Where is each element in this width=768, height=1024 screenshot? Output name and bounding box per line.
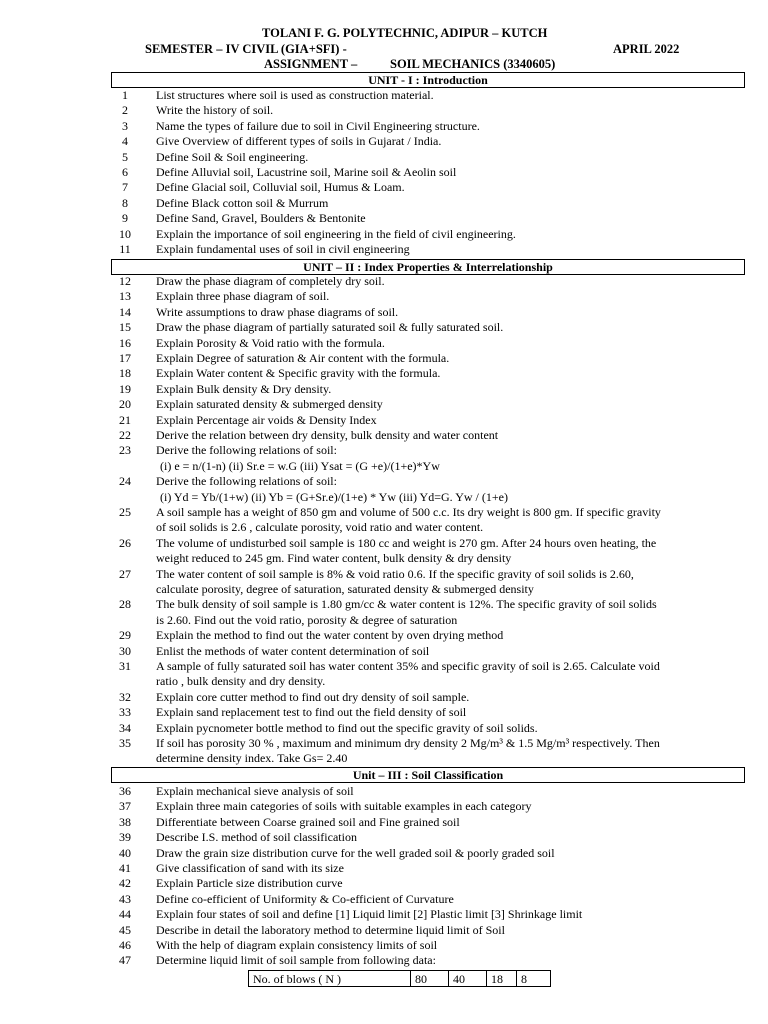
question-number: 29 bbox=[119, 628, 131, 643]
question-text: Derive the following relations of soil: bbox=[156, 474, 337, 489]
question-number: 15 bbox=[119, 320, 131, 335]
question-text: Explain three main categories of soils with suitable examples in each category bbox=[156, 799, 532, 814]
question-text: A sample of fully saturated soil has water content 35% and specific gravity of soil is 2.65. Calculate void bbox=[156, 659, 660, 673]
question-text-continued: is 2.60. Find out the void ratio, porosity & degree of saturation bbox=[156, 612, 458, 627]
question-text: Explain fundamental uses of soil in civil engineering bbox=[156, 242, 410, 256]
question-number: 47 bbox=[119, 953, 131, 968]
question-number: 18 bbox=[119, 366, 131, 381]
question-number: 24 bbox=[119, 474, 131, 489]
question-text: Draw the phase diagram of partially saturated soil & fully saturated soil. bbox=[156, 320, 504, 335]
question-text: Explain the method to find out the water content by oven drying method bbox=[156, 628, 504, 643]
question-number: 27 bbox=[119, 566, 131, 581]
table-row bbox=[249, 971, 551, 987]
question-text-continued: calculate porosity, degree of saturation, saturated density & submerged density bbox=[156, 581, 534, 596]
question-number: 32 bbox=[119, 689, 131, 704]
question-text-continued: weight reduced to 245 gm. Find water content, bulk density & dry density bbox=[156, 551, 512, 566]
question-text: Define Glacial soil, Colluvial soil, Humus & Loam. bbox=[156, 180, 405, 195]
question-number: 9 bbox=[122, 211, 128, 226]
question-text: Draw the grain size distribution curve for the well graded soil & poorly graded soil bbox=[156, 845, 555, 860]
question-number: 5 bbox=[122, 149, 128, 164]
question-text: Explain four states of soil and define [1] Liquid limit [2] Plastic limit [3] Shrinkage limit bbox=[156, 907, 583, 922]
question-text: Explain Particle size distribution curve bbox=[156, 876, 343, 891]
question-text: Enlist the methods of water content determination of soil bbox=[156, 643, 430, 658]
question-number: 11 bbox=[119, 242, 131, 256]
question-text: The volume of undisturbed soil sample is 180 cc and weight is 270 gm. After 24 hours oven heating, the bbox=[156, 535, 657, 550]
question-text-continued: ratio , bulk density and dry density. bbox=[156, 674, 326, 689]
question-text: Define Soil & Soil engineering. bbox=[156, 149, 309, 164]
question-text: Explain Degree of saturation & Air content with the formula. bbox=[156, 351, 450, 365]
question-number: 37 bbox=[119, 799, 131, 814]
question-number: 12 bbox=[119, 274, 131, 288]
question-number: 28 bbox=[119, 597, 131, 612]
question-text: Define Black cotton soil & Murrum bbox=[156, 195, 329, 210]
question-text: Give Overview of different types of soils in Gujarat / India. bbox=[156, 134, 442, 149]
question-text: Describe in detail the laboratory method to determine liquid limit of Soil bbox=[156, 922, 505, 937]
question-text: Derive the relation between dry density, bulk density and water content bbox=[156, 428, 499, 442]
question-number: 31 bbox=[119, 659, 131, 673]
question-text: Name the types of failure due to soil in Civil Engineering structure. bbox=[156, 118, 480, 133]
question-text: Explain core cutter method to find out dry density of soil sample. bbox=[156, 689, 470, 704]
question-number: 22 bbox=[119, 428, 131, 442]
question-text: Write assumptions to draw phase diagrams of soil. bbox=[156, 304, 399, 319]
question-text: Explain Water content & Specific gravity with the formula. bbox=[156, 366, 441, 381]
question-text: Explain sand replacement test to find out the field density of soil bbox=[156, 705, 467, 720]
question-number: 14 bbox=[119, 304, 131, 319]
question-number: 23 bbox=[119, 443, 131, 458]
question-text: The bulk density of soil sample is 1.80 gm/cc & water content is 12%. The specific gravity of soil solids bbox=[156, 597, 657, 612]
question-number: 16 bbox=[119, 335, 131, 350]
subject-title: SOIL MECHANICS (3340605) bbox=[390, 57, 556, 71]
question-text-continued: (i) e = n/(1-n) (ii) Sr.e = w.G (iii) Ysat = (G +e)/(1+e)*Yw bbox=[160, 458, 440, 473]
question-number: 1 bbox=[122, 88, 128, 102]
question-number: 39 bbox=[119, 830, 131, 845]
question-text-continued: of soil solids is 2.6 , calculate porosity, void ratio and water content. bbox=[156, 520, 484, 535]
question-number: 19 bbox=[119, 381, 131, 396]
semester-line: SEMESTER – IV CIVIL (GIA+SFI) - bbox=[145, 42, 347, 56]
table-cell-value: 80 bbox=[411, 971, 449, 987]
question-number: 38 bbox=[119, 814, 131, 829]
unit-heading-2: UNIT – II : Index Properties & Interrelationship bbox=[111, 259, 745, 275]
question-number: 2 bbox=[122, 103, 128, 118]
institute-title: TOLANI F. G. POLYTECHNIC, ADIPUR – KUTCH bbox=[262, 26, 548, 40]
question-number: 8 bbox=[122, 195, 128, 210]
question-number: 46 bbox=[119, 938, 131, 952]
question-number: 43 bbox=[119, 891, 131, 906]
question-text: Explain saturated density & submerged density bbox=[156, 397, 383, 412]
question-text: If soil has porosity 30 % , maximum and minimum dry density 2 Mg/m³ & 1.5 Mg/m³ respectively. Then bbox=[156, 736, 660, 750]
question-number: 3 bbox=[122, 118, 128, 133]
question-text: Explain Bulk density & Dry density. bbox=[156, 381, 332, 396]
question-text: Give classification of sand with its size bbox=[156, 861, 344, 875]
assignment-label: ASSIGNMENT – bbox=[264, 57, 358, 71]
question-text: Explain Percentage air voids & Density Index bbox=[156, 412, 377, 427]
question-number: 20 bbox=[119, 397, 131, 412]
question-number: 25 bbox=[119, 505, 131, 519]
question-text: Explain Porosity & Void ratio with the formula. bbox=[156, 335, 385, 350]
unit-heading-3: Unit – III : Soil Classification bbox=[111, 767, 745, 783]
question-text: Explain the importance of soil engineering in the field of civil engineering. bbox=[156, 226, 516, 241]
question-number: 30 bbox=[119, 643, 131, 658]
question-number: 17 bbox=[119, 351, 131, 365]
question-number: 36 bbox=[119, 784, 131, 798]
question-text: Define co-efficient of Uniformity & Co-efficient of Curvature bbox=[156, 891, 454, 906]
question-number: 34 bbox=[119, 720, 131, 735]
question-number: 10 bbox=[119, 226, 131, 241]
question-number: 26 bbox=[119, 535, 131, 550]
question-number: 21 bbox=[119, 412, 131, 427]
question-text: List structures where soil is used as construction material. bbox=[156, 88, 434, 102]
question-number: 41 bbox=[119, 861, 131, 875]
question-number: 7 bbox=[122, 180, 128, 195]
table-cell-value: 18 bbox=[487, 971, 517, 987]
question-text: With the help of diagram explain consistency limits of soil bbox=[156, 938, 438, 952]
table-cell-label: No. of blows ( N ) bbox=[249, 971, 411, 987]
question-number: 40 bbox=[119, 845, 131, 860]
question-text: Differentiate between Coarse grained soil and Fine grained soil bbox=[156, 814, 460, 829]
question-number: 6 bbox=[122, 165, 128, 179]
question-text: Determine liquid limit of soil sample from following data: bbox=[156, 953, 436, 968]
question-number: 4 bbox=[122, 134, 128, 149]
question-text: The water content of soil sample is 8% & void ratio 0.6. If the specific gravity of soil solids is 2.60, bbox=[156, 566, 634, 581]
question-number: 45 bbox=[119, 922, 131, 937]
question-text: Write the history of soil. bbox=[156, 103, 274, 118]
question-text: Define Sand, Gravel, Boulders & Bentonite bbox=[156, 211, 366, 226]
question-number: 13 bbox=[119, 289, 131, 304]
table-cell-value: 40 bbox=[449, 971, 487, 987]
question-text-continued: determine density index. Take Gs= 2.40 bbox=[156, 751, 348, 766]
question-text: Explain mechanical sieve analysis of soil bbox=[156, 784, 354, 798]
question-number: 42 bbox=[119, 876, 131, 891]
question-text: Describe I.S. method of soil classification bbox=[156, 830, 357, 845]
question-text: Define Alluvial soil, Lacustrine soil, Marine soil & Aeolin soil bbox=[156, 165, 457, 179]
question-text: Draw the phase diagram of completely dry soil. bbox=[156, 274, 385, 288]
blows-table bbox=[248, 970, 551, 987]
question-number: 35 bbox=[119, 736, 131, 750]
question-text: Explain three phase diagram of soil. bbox=[156, 289, 330, 304]
question-text: Explain pycnometer bottle method to find out the specific gravity of soil solids. bbox=[156, 720, 538, 735]
question-number: 33 bbox=[119, 705, 131, 720]
table-cell-value: 8 bbox=[517, 971, 551, 987]
question-text-continued: (i) Yd = Yb/(1+w) (ii) Yb = (G+Sr.e)/(1+e) * Yw (iii) Yd=G. Yw / (1+e) bbox=[160, 489, 508, 504]
unit-heading-1: UNIT - I : Introduction bbox=[111, 72, 745, 88]
question-text: A soil sample has a weight of 850 gm and volume of 500 c.c. Its dry weight is 800 gm. If specific gravity bbox=[156, 505, 661, 519]
assignment-date: APRIL 2022 bbox=[613, 42, 680, 56]
question-number: 44 bbox=[119, 907, 131, 922]
question-text: Derive the following relations of soil: bbox=[156, 443, 337, 458]
